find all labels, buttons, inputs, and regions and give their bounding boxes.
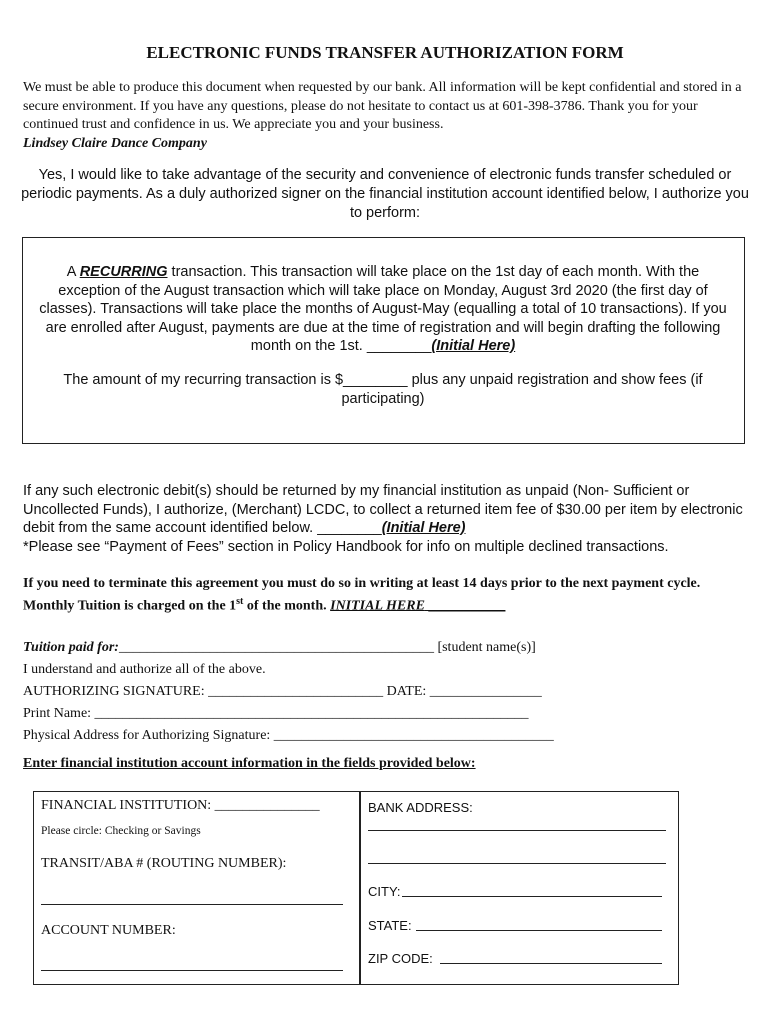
tuition-label: Tuition paid for: bbox=[23, 640, 119, 655]
returned-debit-paragraph bbox=[23, 482, 748, 556]
address-line[interactable]: Physical Address for Authorizing Signature: ________________________________________ bbox=[23, 728, 554, 743]
print-name-line[interactable]: Print Name: ______________________________________________________________ bbox=[23, 706, 529, 721]
tuition-line bbox=[23, 637, 753, 659]
tuition-blank[interactable]: _____________________________________________ bbox=[118, 640, 434, 655]
institution-field[interactable]: FINANCIAL INSTITUTION: _______________ bbox=[41, 798, 320, 813]
signature-fields bbox=[23, 637, 753, 747]
bank-address-line-1[interactable] bbox=[368, 830, 666, 831]
terminate-text: If you need to terminate this agreement you must do so in writing at least 14 days prior to the next payment cycle. Monthly Tuition is charged on the 1 bbox=[23, 576, 701, 614]
tuition-suffix: [student name(s)] bbox=[433, 640, 536, 655]
recurring-amount[interactable]: The amount of my recurring transaction is $________ plus any unpaid registration and show fees (if participating) bbox=[63, 372, 703, 407]
recurring-prefix: A bbox=[66, 264, 80, 280]
initial-here-recurring[interactable]: (Initial Here) bbox=[431, 338, 516, 354]
initial-here-returned[interactable]: (Initial Here) bbox=[381, 520, 466, 536]
intro-paragraph bbox=[23, 79, 751, 153]
account-type-note[interactable]: Please circle: Checking or Savings bbox=[41, 825, 201, 837]
bank-info-box bbox=[33, 791, 679, 985]
terminate-after: of the month. bbox=[243, 598, 331, 614]
bank-address-line-2[interactable] bbox=[368, 863, 666, 864]
initial-here-terminate[interactable]: INITIAL HERE bbox=[330, 598, 425, 614]
form-title: ELECTRONIC FUNDS TRANSFER AUTHORIZATION FORM bbox=[146, 43, 624, 62]
account-label: ACCOUNT NUMBER: bbox=[41, 923, 176, 938]
recurring-body: transaction. This transaction will take place on the 1st day of each month. With the exception of the August transaction which will take place on Monday, August 3rd 2020 (the first day of classes). Transactions will take place the months of August-May (equalling a total of 10 transactions). If you are enrolled after August, payments are due at the time of registration and will begin drafting the following month on the 1st. ________ bbox=[39, 264, 727, 354]
signature-line[interactable]: AUTHORIZING SIGNATURE: _________________________ DATE: ________________ bbox=[23, 684, 542, 699]
returned-debit-text: If any such electronic debit(s) should be returned by my financial institution as unpaid (Non- Sufficient or Uncollected Funds), I authorize, (Merchant) LCDC, to collect a returned item fee of $30.00 per item by electronic debit from the same account identified below. ________ bbox=[23, 483, 743, 536]
intro-text: We must be able to produce this document when requested by our bank. All information will be kept confidential and stored in a secure environment. If you have any questions, please do not hesitate to contact us at 601-398-3786. Thank you for your continued trust and confidence in us. We appreciate you and your business. bbox=[23, 80, 742, 132]
company-name: Lindsey Claire Dance Company bbox=[23, 135, 207, 151]
authorization-statement: Yes, I would like to take advantage of the security and convenience of electronic funds transfer scheduled or periodic payments. As a duly authorized signer on the financial institution account identified below, I authorize you to perform: bbox=[21, 167, 749, 221]
terminate-paragraph bbox=[23, 575, 753, 615]
understand-line: I understand and authorize all of the above. bbox=[23, 662, 266, 677]
box-divider bbox=[359, 792, 361, 984]
recurring-word: RECURRING bbox=[79, 264, 168, 280]
city-label: CITY: bbox=[368, 884, 401, 899]
zip-line[interactable] bbox=[440, 963, 662, 964]
bank-address-label: BANK ADDRESS: bbox=[368, 800, 473, 815]
routing-label: TRANSIT/ABA # (ROUTING NUMBER): bbox=[41, 856, 287, 871]
state-line[interactable] bbox=[416, 930, 662, 931]
enter-account-label: Enter financial institution account information in the fields provided below: bbox=[23, 756, 476, 771]
city-line[interactable] bbox=[402, 896, 662, 897]
state-label: STATE: bbox=[368, 918, 412, 933]
zip-label: ZIP CODE: bbox=[368, 951, 433, 966]
terminate-blank[interactable]: ___________ bbox=[424, 598, 506, 614]
recurring-paragraph bbox=[37, 263, 729, 356]
terminate-sup: st bbox=[236, 595, 244, 607]
declined-note: *Please see “Payment of Fees” section in Policy Handbook for info on multiple declined transactions. bbox=[23, 538, 669, 555]
account-line[interactable] bbox=[41, 970, 343, 971]
routing-line[interactable] bbox=[41, 904, 343, 905]
recurring-transaction-box bbox=[22, 237, 745, 444]
